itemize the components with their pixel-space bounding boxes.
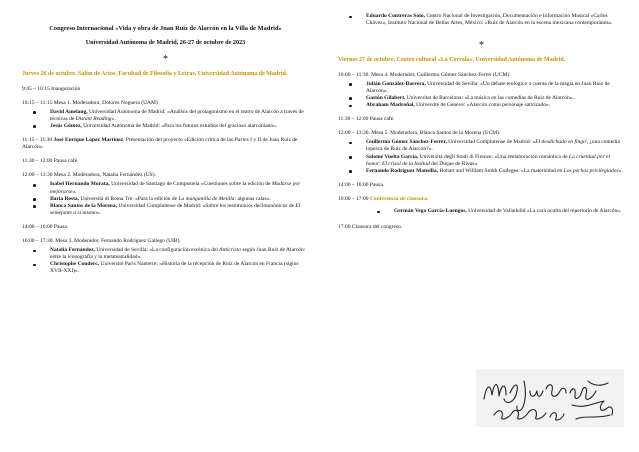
list-item: Isabel Hernando Morata, Universidad de Santiago de Compostela «Cuestiones sobre la edición de Mudarse por mejorarse». [22,181,309,195]
mesa1-line: 10:15 – 11:15 Mesa 1. Moderadora, Dolores Noguera (UAM) [22,99,158,106]
list-item: Eduardo Contreras Soto, Centro Nacional de Investigación, Documentación e Información Musical «Carlos Chávez», Instituto Nacional de Bellas Artes, México: «Ruiz de Alarcón en la escena mexicana contemporánea». [338,13,625,27]
handwritten-signature [476,369,624,427]
asterisk-separator: * [479,40,484,52]
list-item: Fernando Rodríguez Mansilla, Hobart and William Smith Colleges: «La maternidad en Los pechos privilegiados». [338,168,625,175]
closing-list [338,208,625,215]
list-item: Christophe Couderc, Université Paris Nanterre: «Historia de la recepción de Ruiz de Alarcón en Francia (siglos XVII-XXI)». [22,261,309,275]
list-item: Jesús Gómez, Universidad Autónoma de Madrid: «Para los futuros estudios del gracioso alarconiano». [22,123,309,130]
mesa2-list [22,181,309,216]
list-item: David Amelang, Universidad Autónoma de Madrid: «Análisis del protagonismo en el teatro de Alarcón a través de técnicas de Distant Reading». [22,109,309,123]
pause-line: 11:30 – 12:00 Pausa café. [338,116,395,123]
project-talk: 11:15 – 11:30 José Enrique López Martínez. Presentación del proyecto «Edición crítica de las Partes I y II de Juan Ruiz de Alarcón». [22,137,298,151]
carryover-list [338,13,625,27]
list-item: Abraham Madroñal, Université de Genève: «Alarcón como personaje satirizado». [338,102,625,109]
congress-title: Congreso Internacional «Vida y obra de Juan Ruiz de Alarcón en la Villa de Madrid» [49,25,282,32]
congress-subtitle: Universidad Autónoma de Madrid, 26-27 de octubre de 2023 [85,39,246,46]
pause-line: 11:30 – 12:00 Pausa café. [22,158,79,165]
list-item: Guillermo Gómez Sánchez-Ferrer, Universidad Complutense de Madrid: «El desdichado en fingir, ¿una comedia lopesca de Ruiz de Alarcón?». [338,139,625,153]
list-item: Gastón Gilabert, Universitat de Barcelona: «La música en las comedias de Ruiz de Alarcón». [338,95,625,102]
left-column [22,0,309,275]
mesa5-list [338,139,625,174]
closing-lecture-line: 16:00 – 17:00 Conferencia de clausura. [338,195,429,202]
mesa4-list [338,81,625,109]
day2-header: Viernes 27 de octubre. Centro cultural «La Corrala», Universidad Autónoma de Madrid. [338,57,566,64]
list-item: Natalia Fernández, Universidad de Sevilla: «La configuración escénica del Anticristo según Juan Ruiz de Alarcón: entre la iconografía y la metateatralidad». [22,247,309,261]
mesa2-line: 12:00 – 13:30 Mesa 2. Moderadora, Natalia Fernández (US). [22,172,156,179]
list-item: Julián González-Barrera, Universidad de Sevilla: «Un debate teológico a cuenta de la magia en Juan Ruiz de Alarcón». [338,81,625,95]
right-column [338,0,625,231]
list-item: Salomé Vuelta García, Università degli Studi di Firenze: «Una reelaboración romántica de La crueldad por el honor: El crisol de la lealtad del Duque de Rivas». [338,154,625,168]
mesa4-line: 10:00 – 11:30. Mesa 4. Moderador, Guillermo Gómez Sánchez-Ferrer (UCM). [338,71,511,78]
list-item: Ilaria Resta, Università di Roma Tre: «Para la edición de La manganilla de Melilla: algunas calas». [22,196,309,203]
mesa5-line: 12:00 – 13:30. Mesa 5. Moderadora, Blanca Santos de la Morena (UCM). [338,130,501,137]
list-item: Blanca Santos de la Morena, Universidad Complutense de Madrid: «Sobre los testimonios decimonónicos de El semejante a sí mismo». [22,203,309,217]
pause-line: 14:00 – 16:00 Pausa. [22,223,69,230]
mesa3-line: 16:00 – 17:30. Mesa 3. Moderador, Fernando Rodríguez Gallego (UIB). [22,238,181,244]
closing-line: 17:00 Clausura del congreso. [338,224,403,231]
inauguration-line: 9:45 – 10:15 Inauguración [22,85,81,92]
asterisk-separator: * [163,54,168,66]
mesa3-list [22,247,309,275]
pause-line: 14:00 – 16:00 Pausa. [338,181,385,188]
list-item: Germán Vega García-Luengos, Universidad de Valladolid «La cara oculta del repertorio de Alarcón». [338,208,625,215]
mesa1-list [22,109,309,130]
day1-header: Jueves 26 de octubre. Salón de Actos, Facultad de Filosofía y Letras, Universidad Autónoma de Madrid. [22,71,288,78]
